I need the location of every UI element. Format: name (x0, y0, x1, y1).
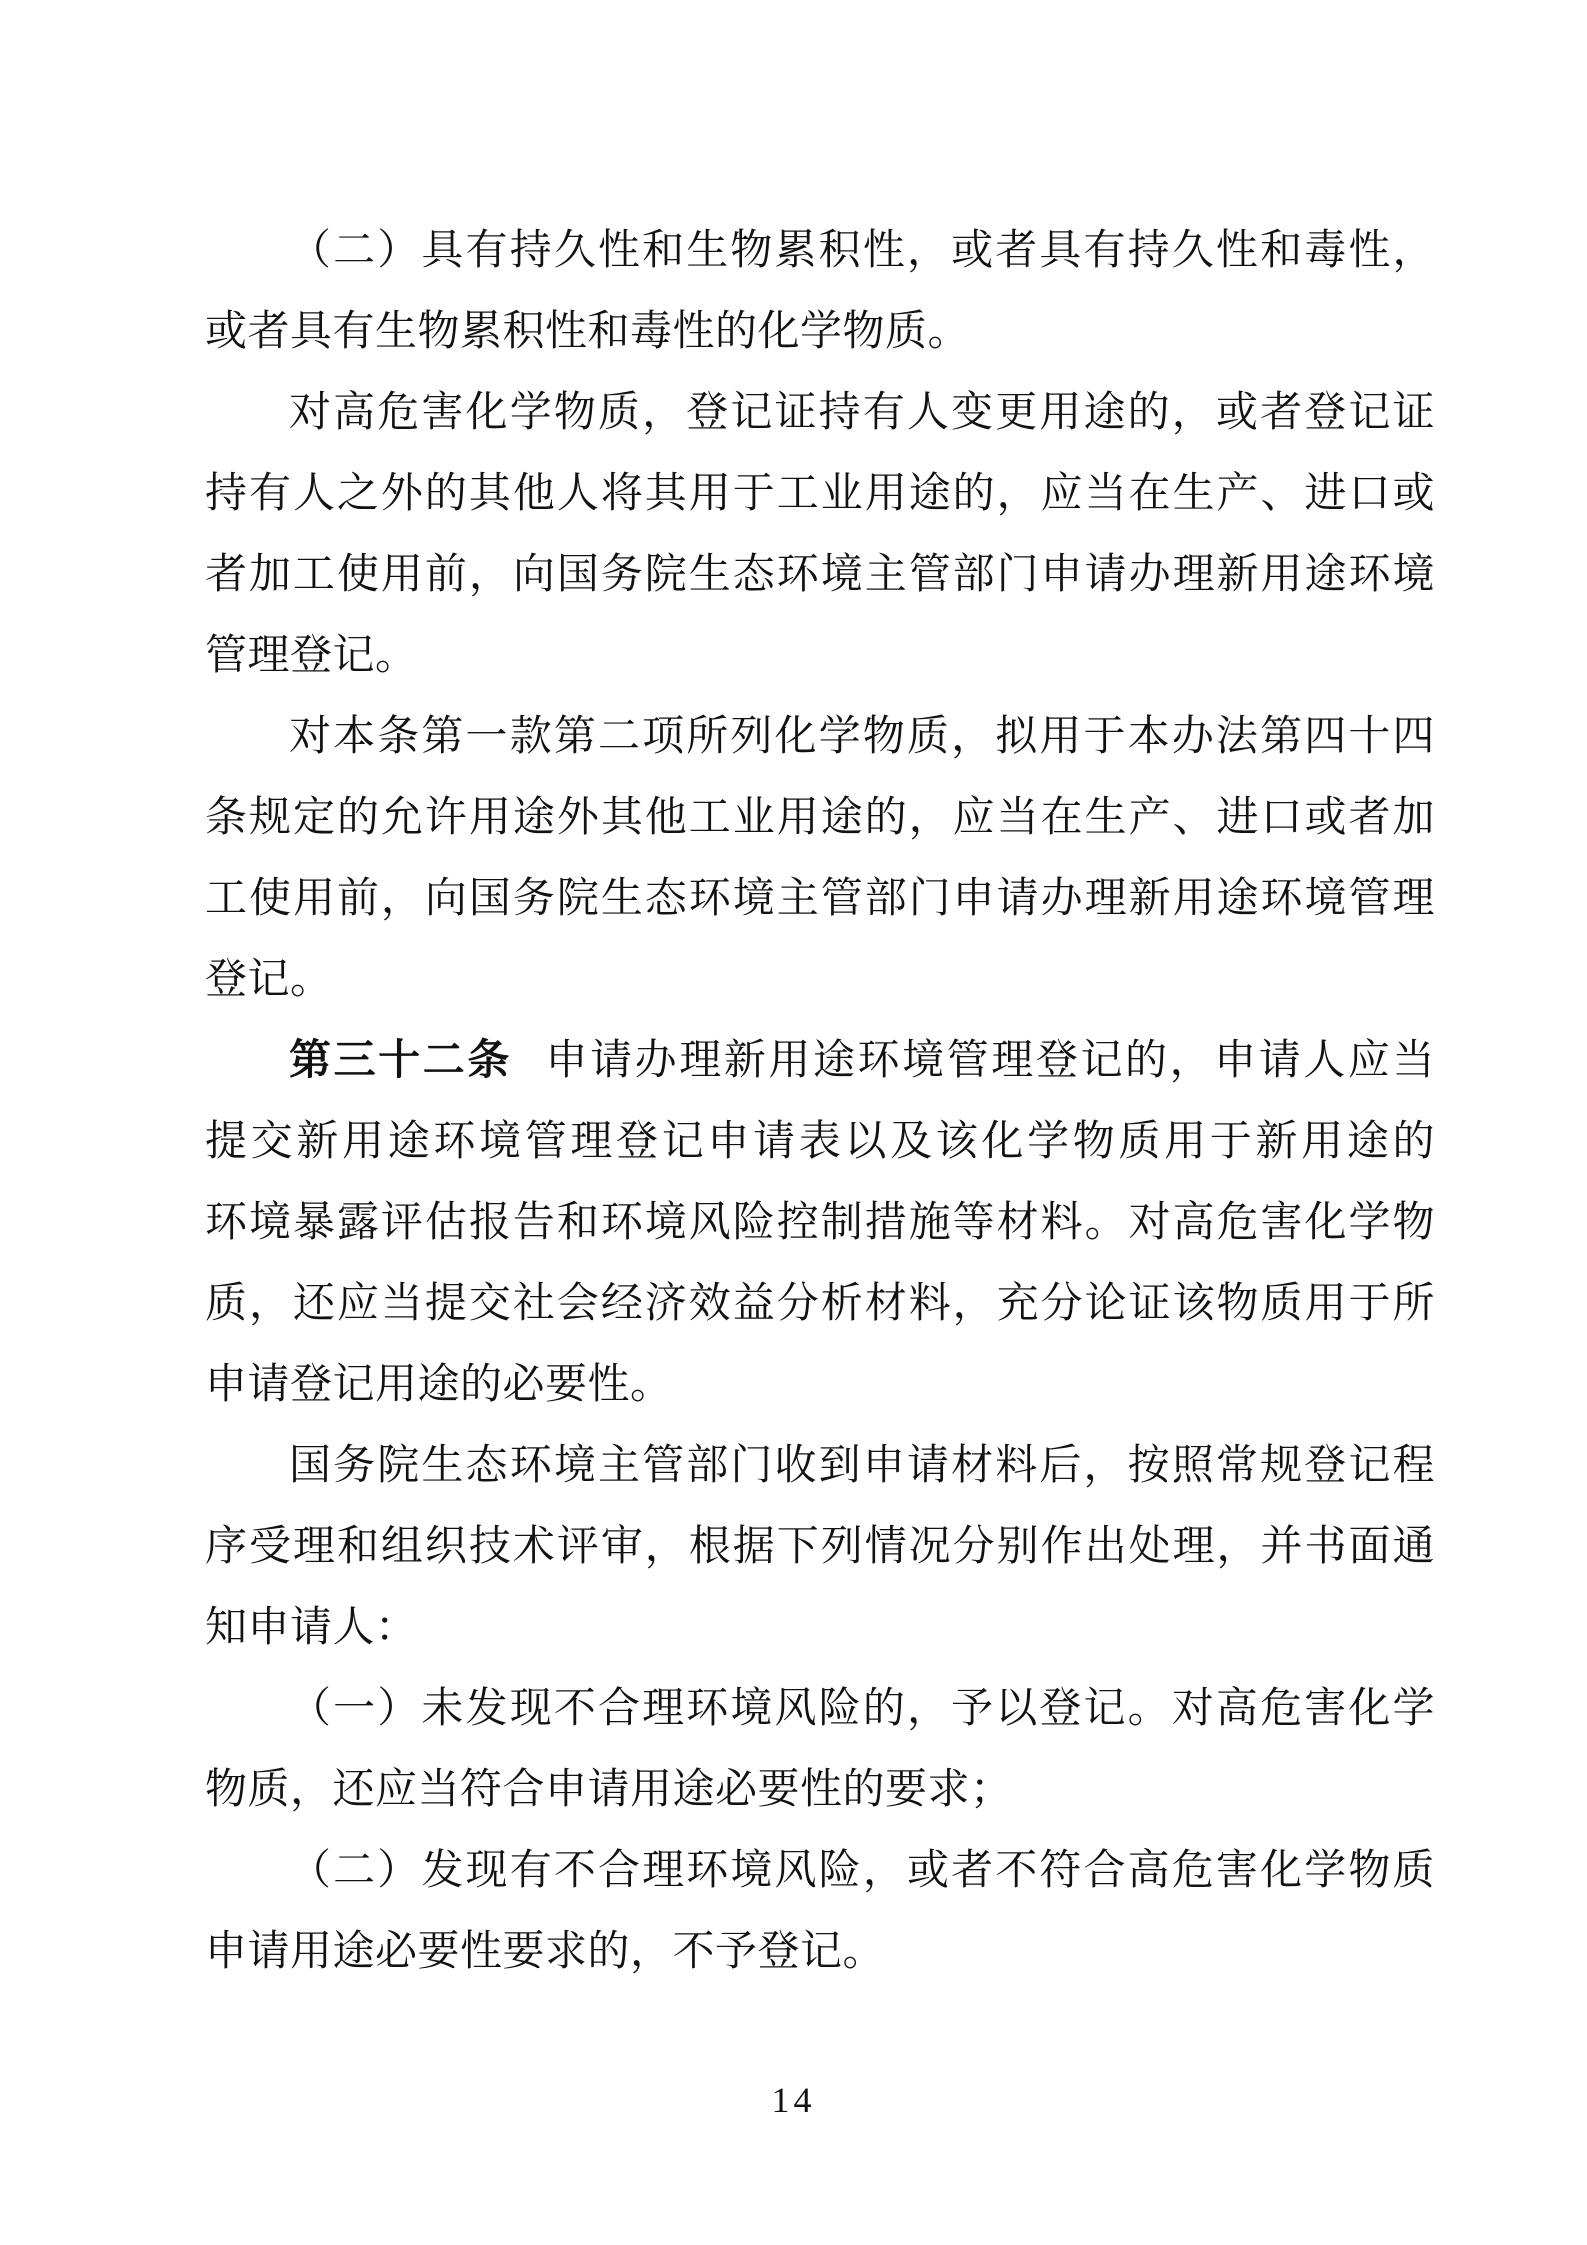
text-line: 提交新用途环境管理登记申请表以及该化学物质用于新用途的 (205, 1119, 1435, 1165)
text-line: 对高危害化学物质，登记证持有人变更用途的，或者登记证 (289, 390, 1435, 436)
text-line: 条规定的允许用途外其他工业用途的，应当在生产、进口或者加 (205, 795, 1435, 841)
text-line: 者加工使用前，向国务院生态环境主管部门申请办理新用途环境 (205, 552, 1435, 598)
document-body (205, 211, 1435, 1993)
page-number: 14 (771, 2080, 816, 2120)
text-line: 环境暴露评估报告和环境风险控制措施等材料。对高危害化学物 (205, 1200, 1435, 1246)
text-line: 质，还应当提交社会经济效益分析材料，充分论证该物质用于所 (205, 1281, 1435, 1327)
text-line: （二）具有持久性和生物累积性，或者具有持久性和毒性， (289, 228, 1435, 274)
text-line: 工使用前，向国务院生态环境主管部门申请办理新用途环境管理 (205, 876, 1435, 922)
article-number: 第三十二条 (289, 1038, 512, 1084)
text-line: 国务院生态环境主管部门收到申请材料后，按照常规登记程 (289, 1443, 1435, 1489)
text-line: 登记。 (205, 957, 333, 1003)
article-heading-text: 申请办理新用途环境管理登记的，申请人应当 (545, 1038, 1435, 1084)
text-line: 物质，还应当符合申请用途必要性的要求； (205, 1767, 1013, 1813)
text-line: （二）发现有不合理环境风险，或者不符合高危害化学物质 (289, 1848, 1435, 1894)
text-line: 申请登记用途的必要性。 (205, 1362, 673, 1408)
text-line: 持有人之外的其他人将其用于工业用途的，应当在生产、进口或 (205, 471, 1435, 517)
text-line: 管理登记。 (205, 633, 418, 679)
text-line: 申请用途必要性要求的，不予登记。 (205, 1929, 886, 1975)
text-line: 或者具有生物累积性和毒性的化学物质。 (205, 309, 971, 355)
text-line: （一）未发现不合理环境风险的，予以登记。对高危害化学 (289, 1686, 1435, 1732)
text-line: 知申请人： (205, 1605, 418, 1651)
text-line: 序受理和组织技术评审，根据下列情况分别作出处理，并书面通 (205, 1524, 1435, 1570)
text-line-article-heading (205, 1021, 1435, 1102)
text-line: 对本条第一款第二项所列化学物质，拟用于本办法第四十四 (289, 714, 1435, 760)
